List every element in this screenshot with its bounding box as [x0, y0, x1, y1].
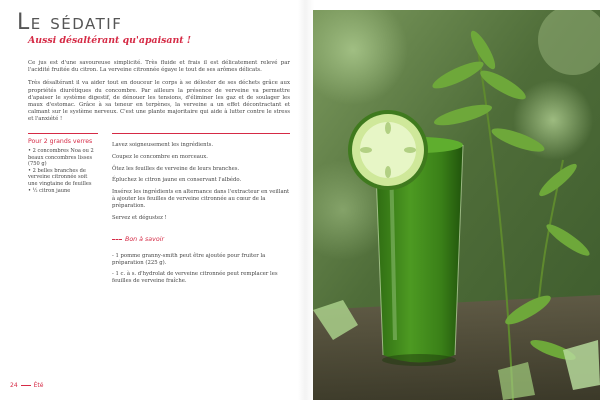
ingredients-list — [28, 148, 98, 194]
ingredient-item: • 2 belles branches de verveine citronnée soit une vingtaine de feuilles — [28, 167, 92, 187]
intro-paragraph: Ce jus est d'une savoureuse simplicité. Très fluide et frais il est délicatement relevé par l'acidité fruitée du citron. La verveine citronnée égaye le tout de ses arômes délicats. — [28, 60, 290, 74]
tip-title: Bon à savoir — [125, 236, 165, 244]
ingredient-item: • 2 concombres Noa ou 2 beaux concombres lisses (750 g) — [28, 148, 94, 168]
step-item: Coupez le concombre en morceaux. — [112, 153, 208, 160]
ingredients-rule — [28, 133, 98, 134]
page-subtitle: Aussi désaltérant qu'apaisant ! — [28, 35, 192, 46]
page-title: Le sédatif — [17, 10, 123, 35]
ingredient-item: • ½ citron jaune — [28, 187, 71, 194]
tip-item: - 1 pomme granny-smith peut être ajoutée pour fruiter la préparation (225 g). — [112, 253, 266, 267]
tip-dash — [112, 239, 122, 240]
page-number: 24 — [10, 382, 18, 389]
step-item: Épluchez le citron jaune en conservant l'albédo. — [112, 177, 242, 184]
folio-separator — [21, 385, 31, 386]
steps-box — [112, 133, 290, 289]
tip-item: - 1 c. à s. d'hydrolat de verveine citronnée peut remplacer les feuilles de verveine fraîche. — [112, 270, 278, 284]
intro-paragraph: Très désaltérant il va aider tout en douceur le corps à se délester de ses déchets grâce aux propriétés diurétiques du concombre. Par ailleurs la présence de verveine va permettre d'apaiser le système digestif, de dénouer les tensions, d'éliminer les gaz et de soulager les maux d'estomac. Grâce à sa teneur en terpènes, la verveine a un effet décontractant et calmant sur le système nerveux. C'est une plante majoritaire qui aide à lutter contre le stress et l'anxiété ! — [28, 80, 290, 123]
tips-list — [112, 253, 290, 284]
page-folio — [10, 382, 43, 389]
steps-rule — [112, 133, 290, 134]
step-item: Lavez soigneusement les ingrédients. — [112, 142, 214, 148]
tip-heading — [112, 236, 164, 245]
section-name: Été — [33, 382, 44, 389]
steps-list — [112, 142, 290, 221]
step-item: Ôtez les feuilles de verveine de leurs branches. — [112, 165, 240, 172]
juice-photo — [313, 10, 600, 400]
ingredients-box — [28, 133, 98, 194]
intro-text — [28, 60, 290, 130]
book-gutter — [298, 0, 314, 400]
step-item: Insérez les ingrédients en alternance dans l'extracteur en veillant à ajouter les feuilles de verveine citronnée au cœur de la préparation. — [112, 189, 290, 209]
ingredients-title: Pour 2 grands verres — [28, 138, 93, 145]
step-item: Servez et dégustez ! — [112, 214, 167, 221]
